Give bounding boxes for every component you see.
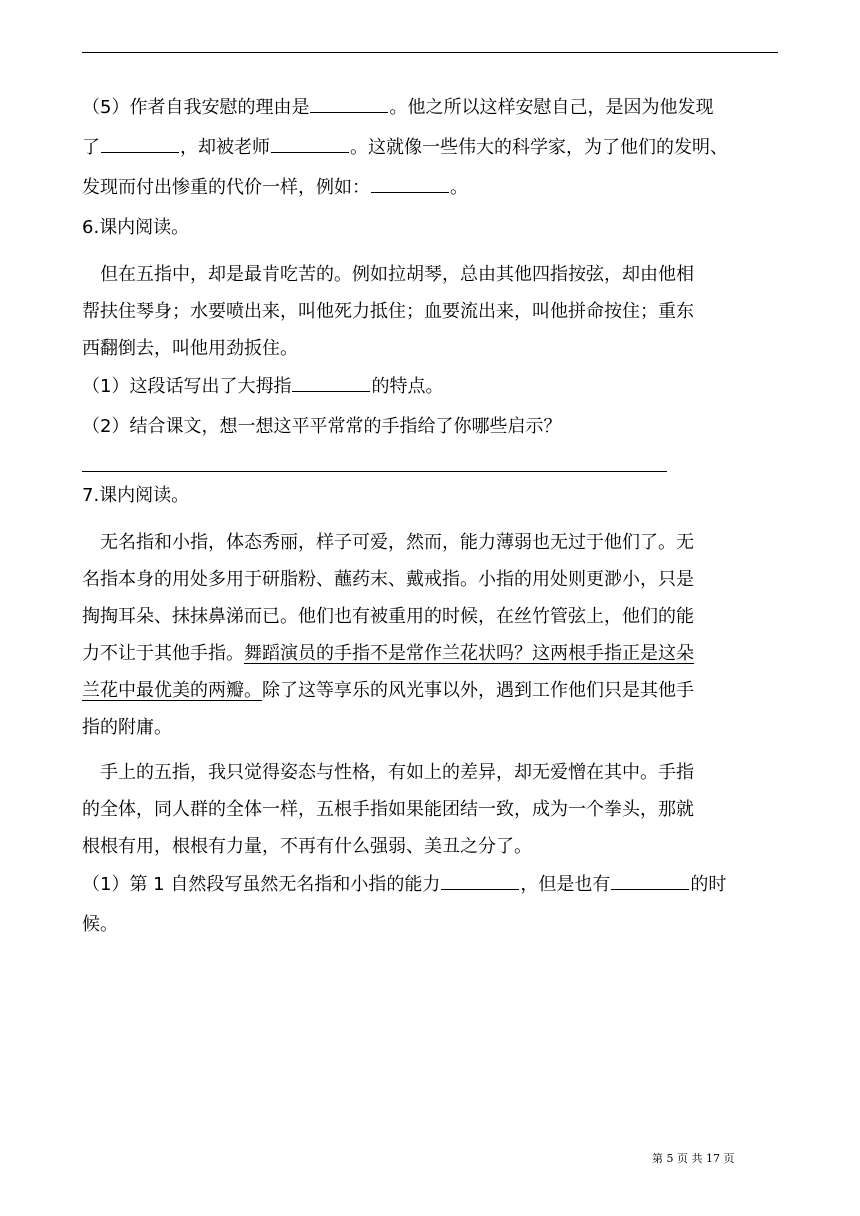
q5-text: 了: [82, 137, 100, 158]
answer-blank[interactable]: [271, 152, 349, 153]
answer-blank[interactable]: [611, 889, 689, 890]
passage-line: 帮扶住琴身；水要喷出来，叫他死力抵住；血要流出来，叫他拼命按住；重东: [82, 301, 694, 322]
s6-question-1: [82, 367, 782, 407]
passage-text: 手上的五指，我只觉得姿态与性格，有如上的差异，却无爱憎在其中。手指: [100, 762, 694, 783]
passage-line: 指的附庸。: [82, 717, 172, 738]
answer-blank[interactable]: [292, 391, 370, 392]
passage-line: 的全体，同人群的全体一样，五根手指如果能团结一致，成为一个拳头，那就: [82, 799, 694, 820]
passage-text: 力不让于其他手指。: [82, 643, 244, 664]
q5-line-1: [82, 88, 782, 128]
answer-blank[interactable]: [441, 889, 519, 890]
answer-blank[interactable]: [310, 112, 388, 113]
section-7-passage: [82, 524, 782, 865]
s7-question-1-cont: 候。: [82, 914, 118, 935]
passage-line: [82, 672, 782, 709]
q5-text: （5）作者自我安慰的理由是: [82, 97, 310, 118]
s6-question-2: （2）结合课文，想一想这平平常常的手指给了你哪些启示？: [82, 416, 562, 437]
page-number: 第 5 页 共 17 页: [652, 1152, 735, 1165]
passage-line: [82, 635, 782, 672]
passage-line: 掏掏耳朵、抹抹鼻涕而已。他们也有被重用的时候，在丝竹管弦上，他们的能: [82, 606, 694, 627]
passage-line: 西翻倒去，叫他用劲扳住。: [82, 338, 298, 359]
passage-line: [82, 754, 782, 791]
underlined-sentence: 舞蹈演员的手指不是常作兰花状吗？这两根手指正是这朵: [244, 643, 694, 664]
q5-text: ，却被老师: [180, 137, 270, 158]
question-text: 的特点。: [371, 376, 444, 397]
answer-blank[interactable]: [101, 152, 179, 153]
passage-text: 除了这等享乐的风光事以外，遇到工作他们只是其他手: [262, 680, 694, 701]
question-text: 的时: [690, 874, 727, 895]
answer-line[interactable]: [82, 471, 667, 472]
q5-text: 发现而付出惨重的代价一样，例如：: [82, 177, 370, 198]
q5-line-2: [82, 128, 782, 168]
page-content: [82, 88, 782, 945]
question-text: ，但是也有: [520, 874, 611, 895]
passage-line: 名指本身的用处多用于研脂粉、蘸药末、戴戒指。小指的用处则更渺小，只是: [82, 569, 694, 590]
question-text: （1）这段话写出了大拇指: [82, 376, 292, 397]
s7-question-1: [82, 865, 782, 905]
q5-text: 。这就像一些伟大的科学家，为了他们的发明、: [350, 137, 728, 158]
section-7-title: 7.课内阅读。: [82, 485, 190, 506]
q5-text: 。: [450, 177, 468, 198]
question-text: （1）第 1 自然段写虽然无名指和小指的能力: [82, 874, 441, 895]
q5-line-3: [82, 168, 782, 208]
passage-text: 但在五指中，却是最肯吃苦的。例如拉胡琴，总由其他四指按弦，却由他相: [100, 264, 694, 285]
passage-text: 无名指和小指，体态秀丽，样子可爱，然而，能力薄弱也无过于他们了。无: [100, 532, 694, 553]
passage-line: 根根有用，根根有力量，不再有什么强弱、美丑之分了。: [82, 836, 532, 857]
passage-line: [82, 256, 782, 293]
underlined-sentence: 兰花中最优美的两瓣。: [82, 680, 262, 701]
section-6-title: 6.课内阅读。: [82, 217, 190, 238]
answer-blank[interactable]: [371, 192, 449, 193]
passage-line: [82, 524, 782, 561]
section-6-passage: [82, 256, 782, 367]
header-rule: [82, 52, 778, 53]
q5-text: 。他之所以这样安慰自己，是因为他发现: [389, 97, 714, 118]
